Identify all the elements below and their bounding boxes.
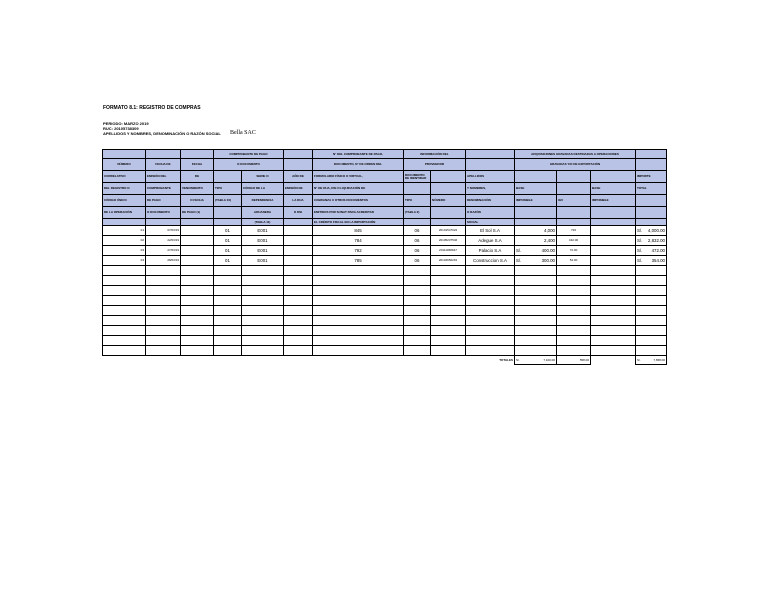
- header-cell: O RAZÓN: [466, 207, 515, 219]
- header-cell: IMPORTE: [636, 171, 667, 183]
- table-cell: [284, 226, 313, 236]
- table-cell: 02: [103, 236, 146, 246]
- header-cell: (TABLA 10): [214, 195, 242, 207]
- table-cell: [431, 266, 466, 276]
- table-cell: [515, 256, 557, 266]
- table-row: [103, 336, 667, 346]
- header-cell: TOTAL: [636, 183, 667, 195]
- table-cell: [515, 296, 557, 306]
- table-cell: 54.00: [557, 256, 591, 266]
- table-cell: [181, 246, 214, 256]
- table-cell: 06: [404, 246, 431, 256]
- header-cell: FECHA: [181, 159, 214, 171]
- table-cell: [214, 326, 242, 336]
- table-cell: [181, 286, 214, 296]
- table-cell: [557, 276, 591, 286]
- table-cell: [591, 336, 636, 346]
- table-cell: 27/03/19: [146, 246, 181, 256]
- table-cell: [242, 286, 284, 296]
- table-cell: [515, 326, 557, 336]
- table-cell: [515, 336, 557, 346]
- table-cell: [181, 256, 214, 266]
- header-cell: IGV: [557, 195, 591, 207]
- table-cell: [591, 296, 636, 306]
- header-row: [103, 150, 667, 159]
- header-cell: (TABLA 11): [242, 219, 284, 226]
- table-cell: [313, 346, 404, 356]
- table-cell: [284, 266, 313, 276]
- table-cell: [515, 316, 557, 326]
- table-cell: 28/03/19: [146, 256, 181, 266]
- header-cell: LA DUA: [284, 195, 313, 207]
- header-cell: FORMULARIO FÍSICO O VIRTUAL,: [313, 171, 404, 183]
- table-row: [103, 316, 667, 326]
- table-cell: [636, 326, 667, 336]
- table-cell: [284, 236, 313, 246]
- header-cell: DE PAGO (1): [181, 207, 214, 219]
- table-cell: [313, 336, 404, 346]
- header-cell: BASE: [591, 183, 636, 195]
- header-cell: SERIE O: [242, 171, 284, 183]
- header-cell: AÑO DE: [284, 171, 313, 183]
- table-row: [103, 266, 667, 276]
- table-cell: 03: [103, 246, 146, 256]
- table-cell: [466, 316, 515, 326]
- table-cell: [214, 296, 242, 306]
- header-cell: VENCIMIENTO: [181, 183, 214, 195]
- table-cell: 06: [404, 226, 431, 236]
- table-cell: [431, 346, 466, 356]
- table-cell: [242, 336, 284, 346]
- table-cell: [636, 226, 667, 236]
- table-cell: [313, 276, 404, 286]
- table-cell: E001: [242, 246, 284, 256]
- table-cell: [515, 266, 557, 276]
- table-cell: [214, 346, 242, 356]
- header-row: [103, 195, 667, 207]
- table-cell: [636, 306, 667, 316]
- table-cell: [557, 296, 591, 306]
- table-cell: Construccion S.A: [466, 256, 515, 266]
- table-cell: [557, 346, 591, 356]
- header-cell: CÓDIGO DE LA: [242, 183, 284, 195]
- table-cell: [284, 256, 313, 266]
- table-cell: [404, 346, 431, 356]
- currency-symbol: S/.: [637, 258, 643, 263]
- table-cell: [404, 336, 431, 346]
- table-cell: [466, 276, 515, 286]
- table-cell: [146, 286, 181, 296]
- table-cell: [466, 266, 515, 276]
- table-cell: 432.00: [557, 236, 591, 246]
- table-cell: [431, 306, 466, 316]
- table-row: [103, 276, 667, 286]
- header-cell: PROVEEDOR: [404, 159, 466, 171]
- table-cell: [557, 286, 591, 296]
- table-cell: [404, 286, 431, 296]
- table-cell: 01: [103, 226, 146, 236]
- header-cell: DE LA OPERACIÓN: [103, 207, 146, 219]
- table-cell: [313, 266, 404, 276]
- table-cell: Palacio S.A: [466, 246, 515, 256]
- table-cell: [242, 296, 284, 306]
- table-cell: [466, 306, 515, 316]
- page-title: FORMATO 8.1: REGISTRO DE COMPRAS: [103, 105, 201, 111]
- table-cell: [431, 316, 466, 326]
- header-cell: BASE: [515, 183, 557, 195]
- table-cell: [284, 326, 313, 336]
- table-cell: E001: [242, 256, 284, 266]
- table-cell: [146, 316, 181, 326]
- header-cell: N° DEL COMPROBANTE DE PAGO,: [313, 150, 404, 159]
- table-cell: [146, 346, 181, 356]
- table-cell: [591, 226, 636, 236]
- table-cell: 845: [313, 226, 404, 236]
- table-cell: [591, 236, 636, 246]
- table-cell: [557, 326, 591, 336]
- table-cell: [284, 286, 313, 296]
- table-cell: [214, 336, 242, 346]
- totals-label: TOTALES: [499, 357, 513, 362]
- header-cell: DE: [181, 171, 214, 183]
- header-cell: O FECHA: [181, 195, 214, 207]
- table-cell: [404, 306, 431, 316]
- header-cell: DE PAGO: [146, 195, 181, 207]
- header-cell: IMPONIBLE: [591, 195, 636, 207]
- table-cell: [214, 266, 242, 276]
- table-cell: [214, 276, 242, 286]
- table-cell: 04: [103, 256, 146, 266]
- header-cell: O DOCUMENTO: [146, 207, 181, 219]
- table-row: [103, 286, 667, 296]
- table-row: [103, 296, 667, 306]
- table-cell: [214, 316, 242, 326]
- table-cell: [146, 296, 181, 306]
- header-cell: EMISIÓN DE: [284, 183, 313, 195]
- table-cell: [181, 346, 214, 356]
- table-cell: 20104650291: [431, 256, 466, 266]
- table-cell: [431, 336, 466, 346]
- table-cell: [431, 296, 466, 306]
- header-cell: CORRELATIVO: [103, 171, 146, 183]
- table-cell: [636, 256, 667, 266]
- header-cell: IMPONIBLE: [515, 195, 557, 207]
- total-value: 4,000.00: [647, 228, 665, 233]
- table-cell: 01: [214, 226, 242, 236]
- total-importe: [636, 356, 667, 365]
- table-cell: [404, 276, 431, 286]
- table-cell: [591, 256, 636, 266]
- table-cell: [242, 326, 284, 336]
- header-cell: O DOCUMENTO: [214, 159, 284, 171]
- total-base: [515, 356, 557, 365]
- table-row: [103, 256, 667, 266]
- table-cell: [284, 296, 313, 306]
- table-cell: [431, 276, 466, 286]
- table-cell: [181, 336, 214, 346]
- total-importe-value: 7,658.00: [653, 357, 665, 362]
- table-cell: [515, 306, 557, 316]
- table-cell: [181, 266, 214, 276]
- table-row: [103, 246, 667, 256]
- header-cell: SOCIAL: [466, 219, 515, 226]
- purchase-register-table: [102, 149, 667, 365]
- table-cell: [404, 326, 431, 336]
- table-cell: [466, 286, 515, 296]
- table-row: [103, 236, 667, 246]
- table-cell: [591, 316, 636, 326]
- table-cell: [313, 286, 404, 296]
- header-cell: NÚMERO: [103, 159, 146, 171]
- header-cell: TIPO: [404, 195, 431, 207]
- currency-symbol: S/.: [637, 357, 641, 362]
- table-cell: E001: [242, 236, 284, 246]
- table-cell: 720: [557, 226, 591, 236]
- table-cell: [557, 316, 591, 326]
- header-cell: APELLIDOS: [466, 171, 515, 183]
- table-cell: [515, 286, 557, 296]
- table-cell: [591, 246, 636, 256]
- table-cell: [181, 326, 214, 336]
- table-cell: [214, 286, 242, 296]
- table-cell: [214, 306, 242, 316]
- header-row: [103, 219, 667, 226]
- table-cell: 22/03/19: [146, 236, 181, 246]
- table-row: [103, 226, 667, 236]
- table-cell: [591, 266, 636, 276]
- table-cell: [242, 346, 284, 356]
- table-cell: [404, 296, 431, 306]
- table-cell: [431, 326, 466, 336]
- total-base-value: 7,100.00: [543, 357, 555, 362]
- table-cell: [181, 296, 214, 306]
- header-cell: Y NOMBRES,: [466, 183, 515, 195]
- table-cell: [181, 316, 214, 326]
- header-cell: COMPROBANTE DE PAGO: [214, 150, 284, 159]
- total-value: 354.00: [651, 258, 665, 263]
- table-cell: [284, 316, 313, 326]
- table-cell: [431, 286, 466, 296]
- table-cell: [557, 306, 591, 316]
- header-cell: FECHA DE: [146, 159, 181, 171]
- table-cell: [636, 236, 667, 246]
- table-cell: [591, 346, 636, 356]
- header-cell: N° DE DUA, DSI O LIQUIDACIÓN DE: [313, 183, 404, 195]
- table-cell: [103, 286, 146, 296]
- table-cell: [103, 296, 146, 306]
- table-cell: [103, 336, 146, 346]
- table-cell: 20111068947: [431, 246, 466, 256]
- header-cell: O DSI: [284, 207, 313, 219]
- table-cell: [557, 266, 591, 276]
- header-cell: COMPROBANTE: [146, 183, 181, 195]
- header-cell: (TABLA 2): [404, 207, 431, 219]
- table-cell: [636, 286, 667, 296]
- header-cell: NÚMERO: [431, 195, 466, 207]
- total-value: 2,832.00: [647, 238, 665, 243]
- periodo: PERIODO: MARZO 2019: [103, 121, 149, 126]
- table-row: [103, 346, 667, 356]
- table-cell: [313, 326, 404, 336]
- table-row: [103, 306, 667, 316]
- table-cell: [515, 276, 557, 286]
- table-cell: [242, 306, 284, 316]
- table-cell: 06: [404, 256, 431, 266]
- header-cell: CÓDIGO ÚNICO: [103, 195, 146, 207]
- table-cell: 20101547022: [431, 226, 466, 236]
- table-cell: [103, 306, 146, 316]
- table-cell: [591, 276, 636, 286]
- table-cell: [284, 336, 313, 346]
- header-cell: DENOMINACIÓN: [466, 195, 515, 207]
- table-cell: [181, 226, 214, 236]
- header-row: [103, 159, 667, 171]
- table-cell: [181, 276, 214, 286]
- header-cell: EMISIÓN DEL: [146, 171, 181, 183]
- header-cell: COBRANZA U OTROS DOCUMENTOS: [313, 195, 404, 207]
- table-cell: [146, 326, 181, 336]
- header-cell: DEL REGISTRO O: [103, 183, 146, 195]
- header-row: [103, 171, 667, 183]
- razon-social-label: APELLIDOS Y NOMBRES, DENOMINACIÓN O RAZÓN SOCIAL: [103, 131, 221, 136]
- table-cell: [636, 346, 667, 356]
- table-cell: [242, 316, 284, 326]
- base-value: 400.00: [541, 248, 555, 253]
- table-cell: [313, 306, 404, 316]
- header-cell: ADUANERA: [242, 207, 284, 219]
- currency-symbol: S/.: [516, 258, 522, 263]
- table-cell: [404, 316, 431, 326]
- table-cell: [146, 306, 181, 316]
- table-cell: 01: [214, 236, 242, 246]
- table-cell: Adegue S.A: [466, 236, 515, 246]
- table-cell: [242, 276, 284, 286]
- header-row: [103, 183, 667, 195]
- table-cell: [636, 276, 667, 286]
- table-cell: [515, 346, 557, 356]
- currency-symbol: S/.: [637, 248, 643, 253]
- table-cell: [313, 296, 404, 306]
- table-cell: [636, 336, 667, 346]
- table-cell: [636, 296, 667, 306]
- table-cell: [591, 326, 636, 336]
- table-cell: [466, 296, 515, 306]
- totals-row: [103, 356, 667, 365]
- ruc: RUC: 20105738309: [103, 126, 139, 131]
- currency-symbol: S/.: [637, 228, 643, 233]
- table-cell: [636, 266, 667, 276]
- total-value: 472.00: [651, 248, 665, 253]
- table-cell: 784: [313, 236, 404, 246]
- table-cell: [284, 276, 313, 286]
- table-cell: [103, 326, 146, 336]
- table-cell: [591, 286, 636, 296]
- table-cell: [515, 246, 557, 256]
- table-row: [103, 326, 667, 336]
- header-cell: TIPO: [214, 183, 242, 195]
- header-cell: EMITIDOS POR SUNAT PARA ACREDITAR: [313, 207, 404, 219]
- table-cell: [103, 276, 146, 286]
- table-cell: El Sol S.A: [466, 226, 515, 236]
- table-cell: [284, 246, 313, 256]
- header-cell: ADQUISICIONES GRAVADAS DESTINADAS A OPERACIONES: [515, 150, 636, 159]
- table-cell: 06: [404, 236, 431, 246]
- header-cell: INFORMACIÓN DEL: [404, 150, 466, 159]
- data-rows: [103, 226, 667, 356]
- table-cell: 01: [214, 246, 242, 256]
- table-cell: [103, 346, 146, 356]
- table-cell: [284, 306, 313, 316]
- currency-symbol: S/.: [516, 248, 522, 253]
- table-cell: [181, 306, 214, 316]
- header-cell: GRAVADAS Y/O DE EXPORTACIÓN: [515, 159, 636, 171]
- table-cell: [146, 266, 181, 276]
- table-cell: 20105237546: [431, 236, 466, 246]
- header-cell: DOCUMENTO DE IDENTIDAD: [404, 171, 431, 183]
- header-cell: EL CRÉDITO FISCAL EN LA IMPORTACIÓN: [313, 219, 404, 226]
- table-cell: 4,000: [515, 226, 557, 236]
- table-cell: [103, 266, 146, 276]
- table-cell: [466, 346, 515, 356]
- table-cell: [103, 316, 146, 326]
- table-cell: [557, 336, 591, 346]
- table-cell: 07/03/19: [146, 226, 181, 236]
- table-cell: [146, 336, 181, 346]
- table-cell: 785: [313, 256, 404, 266]
- table-cell: [284, 346, 313, 356]
- company-name: Bella SAC: [230, 130, 256, 136]
- table-cell: 01: [214, 256, 242, 266]
- header-cell: DEPENDENCIA: [242, 195, 284, 207]
- table-cell: [466, 326, 515, 336]
- currency-symbol: S/.: [516, 357, 520, 362]
- table-cell: [404, 266, 431, 276]
- table-cell: 2,400: [515, 236, 557, 246]
- base-value: 300.00: [541, 258, 555, 263]
- table-cell: E001: [242, 226, 284, 236]
- header-row: [103, 207, 667, 219]
- table-cell: [636, 246, 667, 256]
- currency-symbol: S/.: [637, 238, 643, 243]
- table-cell: [466, 336, 515, 346]
- table-cell: [313, 316, 404, 326]
- total-igv: 558.00: [557, 356, 591, 365]
- table-cell: 792: [313, 246, 404, 256]
- table-cell: [242, 266, 284, 276]
- header-cell: DOCUMENTO, N° DE ORDEN DEL: [313, 159, 404, 171]
- table-cell: [146, 276, 181, 286]
- table-cell: 72.00: [557, 246, 591, 256]
- table-cell: [181, 236, 214, 246]
- table-cell: [636, 316, 667, 326]
- table-cell: [591, 306, 636, 316]
